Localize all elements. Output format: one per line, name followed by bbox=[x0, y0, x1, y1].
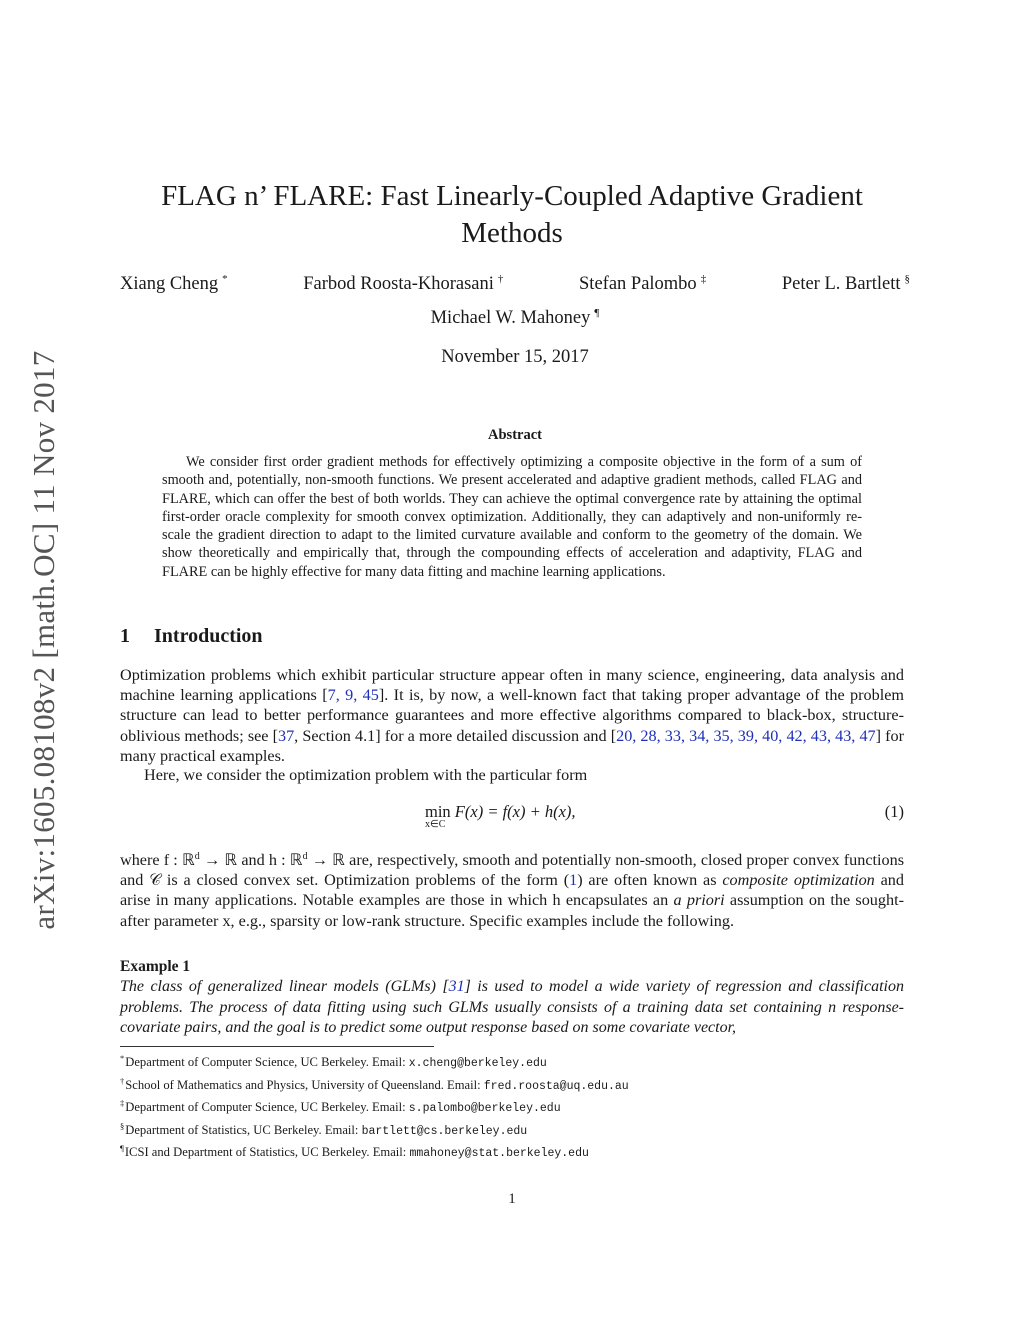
footnote: ‡Department of Computer Science, UC Berkeley. Email: s.palombo@berkeley.edu bbox=[120, 1098, 561, 1115]
author-list bbox=[120, 273, 910, 295]
intro-paragraph-3: where f : ℝ$^d$ → ℝ and h : ℝ$^d$ → ℝ are, respectively, smooth and potentially non-smooth, closed proper convex functions and 𝒞 is a closed convex set. Optimization problems of the form (1) are often known as composite optimization and arise in many applications. Notable examples are those in which h encapsulates an a priori assumption on the sought-after parameter x, e.g., sparsity or low-rank structure. Specific examples include the following. bbox=[120, 851, 904, 930]
author: Farbod Roosta-Khorasani † bbox=[303, 273, 504, 294]
email-address[interactable]: mmahoney@stat.berkeley.edu bbox=[409, 1147, 589, 1160]
author: Xiang Cheng * bbox=[120, 273, 228, 294]
footnote: *Department of Computer Science, UC Berkeley. Email: x.cheng@berkeley.edu bbox=[120, 1053, 547, 1070]
arxiv-identifier-text: arXiv:1605.08108v2 [math.OC] 11 Nov 2017 bbox=[26, 350, 61, 930]
citation-link[interactable]: 7, 9, 45 bbox=[327, 686, 379, 705]
section-title: Introduction bbox=[154, 625, 263, 647]
paper-title: FLAG n’ FLARE: Fast Linearly-Coupled Adaptive Gradient Methods bbox=[161, 180, 863, 249]
footnote: †School of Mathematics and Physics, University of Queensland. Email: fred.roosta@uq.edu.au bbox=[120, 1075, 629, 1093]
citation-link[interactable]: 20, 28, 33, 34, 35, 39, 40, 42, 43, 43, 47 bbox=[616, 726, 876, 745]
example-text: The class of generalized linear models (GLMs) [31] is used to model a wide variety of regression and classification problems. The process of data fitting using such GLMs usually consists of a training data set containing n response-covariate pairs, and the goal is to predict some output response based on some covariate vector, bbox=[120, 978, 904, 1036]
email-address[interactable]: x.cheng@berkeley.edu bbox=[408, 1057, 547, 1070]
footnote: §Department of Statistics, UC Berkeley. Email: bartlett@cs.berkeley.edu bbox=[120, 1120, 528, 1138]
publication-date: November 15, 2017 bbox=[441, 347, 589, 367]
intro-paragraph-1: Optimization problems which exhibit particular structure appear often in many science, engineering, data analysis and machine learning applications [7, 9, 45]. It is, by now, a well-known fact that taking proper advantage of the problem structure can lead to better performance guarantees and more effective algorithms compared to black-box, structure-oblivious methods; see [37, Section 4.1] for a more detailed discussion and [20, 28, 33, 34, 35, 39, 40, 42, 43, 43, 47] for many practical examples. bbox=[120, 666, 905, 765]
email-address[interactable]: bartlett@cs.berkeley.edu bbox=[361, 1124, 528, 1138]
equation-1 bbox=[120, 800, 904, 834]
citation-link[interactable]: 37 bbox=[277, 726, 295, 745]
equation-reference-link[interactable]: 1 bbox=[569, 871, 578, 890]
equation-number: (1) bbox=[884, 802, 904, 821]
author: Peter L. Bartlett § bbox=[781, 273, 910, 294]
email-address[interactable]: s.palombo@berkeley.edu bbox=[408, 1102, 561, 1115]
footnote-divider bbox=[120, 1046, 434, 1047]
example-heading: Example 1 bbox=[120, 958, 191, 975]
author: Stefan Palombo ‡ bbox=[579, 273, 707, 294]
equation-constraint: x∈C bbox=[425, 819, 446, 830]
abstract-text: We consider first order gradient methods for effectively optimizing a composite objective in the form of a sum of smooth and, potentially, non-smooth functions. We present accelerated and adaptive gradient methods, called FLAG and FLARE, which can offer the best of both worlds. They can achieve the optimal convergence rate by attaining the optimal first-order oracle complexity for smooth convex optimization. Additionally, they can adaptively and non-uniformly re-scale the gradient direction to adapt to the limited curvature available and conform to the geometry of the domain. We show theoretically and empirically that, through the compounding effects of acceleration and adaptivity, FLAG and FLARE can be highly effective for many data fitting and machine learning applications. bbox=[162, 454, 862, 580]
page-number: 1 bbox=[508, 1191, 516, 1207]
footnote: ¶ICSI and Department of Statistics, UC Berkeley. Email: mmahoney@stat.berkeley.edu bbox=[120, 1143, 589, 1160]
author: Michael W. Mahoney ¶ bbox=[430, 307, 600, 328]
section-number: 1 bbox=[120, 625, 130, 647]
intro-paragraph-2: Here, we consider the optimization problem with the particular form bbox=[144, 766, 588, 784]
abstract-heading: Abstract bbox=[488, 427, 542, 443]
footnotes bbox=[120, 1050, 904, 1163]
author-list-second-line bbox=[120, 307, 910, 329]
section-heading bbox=[120, 625, 520, 648]
citation-link[interactable]: 31 bbox=[448, 978, 465, 995]
email-address[interactable]: fred.roosta@uq.edu.au bbox=[483, 1079, 629, 1093]
equation-body: min F(x) = f(x) + h(x), bbox=[425, 802, 576, 821]
